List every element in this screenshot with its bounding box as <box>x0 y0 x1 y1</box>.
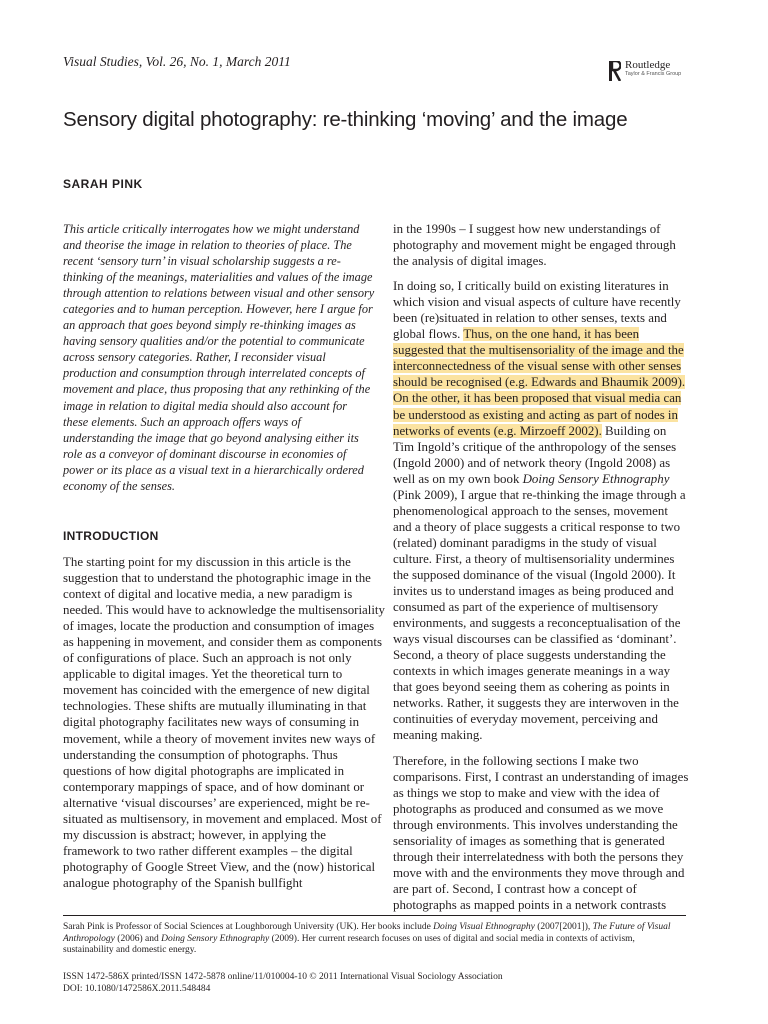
text-run: (2009). Her current research focuses on uses of digital and social media in contexts of activism, sustainability and domestic energy. <box>63 933 635 956</box>
highlighted-text[interactable]: Thus, on the one hand, it has been suggested that the multisensoriality of the image and the interconnectedness of the visual sense with other senses should be recognised (e.g. Edwards and Bhaumik 2009). On the other, it has been proposed that visual media can be understood as existing and acting as part of nodes in networks of events (e.g. Mirzoeff 2002). <box>393 327 686 438</box>
author-footnote <box>63 922 686 957</box>
article-title: Sensory digital photography: re-thinking ‘moving’ and the image <box>63 108 628 131</box>
doi-line: DOI: 10.1080/1472586X.2011.548484 <box>63 983 211 994</box>
text-run: Building on Tim Ingold’s critique of the anthropology of the senses (Ingold 2000) and of network theory (Ingold 2008) as well as on my own book <box>393 423 677 486</box>
publisher-logo <box>609 59 699 83</box>
paragraph <box>393 278 689 743</box>
text-run: Sarah Pink is Professor of Social Sciences at Loughborough University (UK). Her books include <box>63 922 434 932</box>
right-column <box>393 221 689 922</box>
abstract: This article critically interrogates how we might understand and theorise the image in relation to theories of place. The recent ‘sensory turn’ in visual scholarship suggests a re-thinking of the meanings, materialities and values of the image through attention to relations between visual and other sensory categories and to human perception. However, here I argue for an approach that goes beyond simply re-thinking images as having sensory qualities and/or the potential to communicate across sensory categories. Rather, I reconsider visual production and consumption through interrelated concepts of movement and place, thus proposing that any rethinking of the image in relation to digital media should also account for these elements. Such an approach offers ways of understanding the image that go beyond analysing either its role as a conveyor of dominant discourse in economies of power or its place as a visual text in a hierarchically ordered economy of the senses. <box>63 222 375 493</box>
issn-line: ISSN 1472-586X printed/ISSN 1472-5878 online/11/010004-10 © 2011 International Visual Sociology Association <box>63 972 503 982</box>
publisher-subtitle: Taylor & Francis Group <box>625 71 682 77</box>
text-run: (Pink 2009), I argue that re-thinking the image through a phenomenological approach to the senses, movement and a theory of place suggests a critical response to two (related) dominant paradigms in the study of visual culture. First, a theory of multisensoriality undermines the supposed dominance of the visual (Ingold 2000). It invites us to understand images as being produced and consumed as part of the experience of multisensory environments, and suggests a reconceptualisation of the ways visual discourses can be classified as ‘dominant’. Second, a theory of place suggests understanding the contexts in which images generate meanings in a way that goes beyond seeing them as cohering as points in networks. Rather, it suggests they are interwoven in the continuities of everyday movement, perceiving and meaning making. <box>393 487 686 743</box>
left-column <box>63 554 385 900</box>
book-title: Doing Sensory Ethnography <box>522 471 670 486</box>
paragraph: in the 1990s – I suggest how new understandings of photography and movement might be engaged through the analysis of digital images. <box>393 222 676 269</box>
text-run: (2006) and <box>114 933 162 944</box>
section-heading-introduction: INTRODUCTION <box>63 529 159 543</box>
issn-doi <box>63 972 686 995</box>
book-title: Doing Sensory Ethnography <box>161 933 270 944</box>
book-title: The Future of Visual Anthropology <box>63 922 671 944</box>
book-title: Doing Visual Ethnography <box>433 922 535 932</box>
article-author: SARAH PINK <box>63 177 143 191</box>
paragraph: The starting point for my discussion in this article is the suggestion that to understand the photographic image in the context of digital and locative media, a new paradigm is needed. This would have to acknowledge the multisensoriality of images, locate the production and consumption of images as happening in movement, and consider them as components of configurations of place. Such an approach is not only applicable to digital images. Yet the theoretical turn to movement has coincided with the emergence of new digital technologies. These shifts are mutually illuminating in that digital photography facilitates new ways of consuming in movement, while a theory of movement invites new ways of understanding the consumption of photographs. Thus questions of how digital photographs are implicated in contemporary mappings of space, and of how dominant or alternative ‘visual discourses’ are experienced, might be re-situated as multisensory, in movement and emplaced. Most of my discussion is abstract; however, in applying the framework to two rather different examples – the digital photography of Google Street View, and the (now) historical analogue photography of the Spanish bullfight <box>63 555 385 890</box>
routledge-r-icon <box>609 61 621 81</box>
text-run: In doing so, I critically build on existing literatures in which vision and visual aspects of culture have recently been (re)situated in relation to other senses, texts and global flows. <box>393 279 681 342</box>
journal-citation: Visual Studies, Vol. 26, No. 1, March 2011 <box>63 54 291 69</box>
paragraph: Therefore, in the following sections I make two comparisons. First, I contrast an understanding of images as things we stop to make and view with the idea of photographs as produced and consumed as we move through environments. This involves understanding the sensoriality of images as something that is generated through their interrelatedness with both the persons they move with and the environments they move through and are part of. Second, I contrast how a concept of photographs as mapped points in a network contrasts <box>393 753 689 912</box>
footnote-divider <box>63 915 686 916</box>
text-run: (2007[2001]), <box>534 922 593 932</box>
publisher-name: Routledge <box>625 59 671 71</box>
